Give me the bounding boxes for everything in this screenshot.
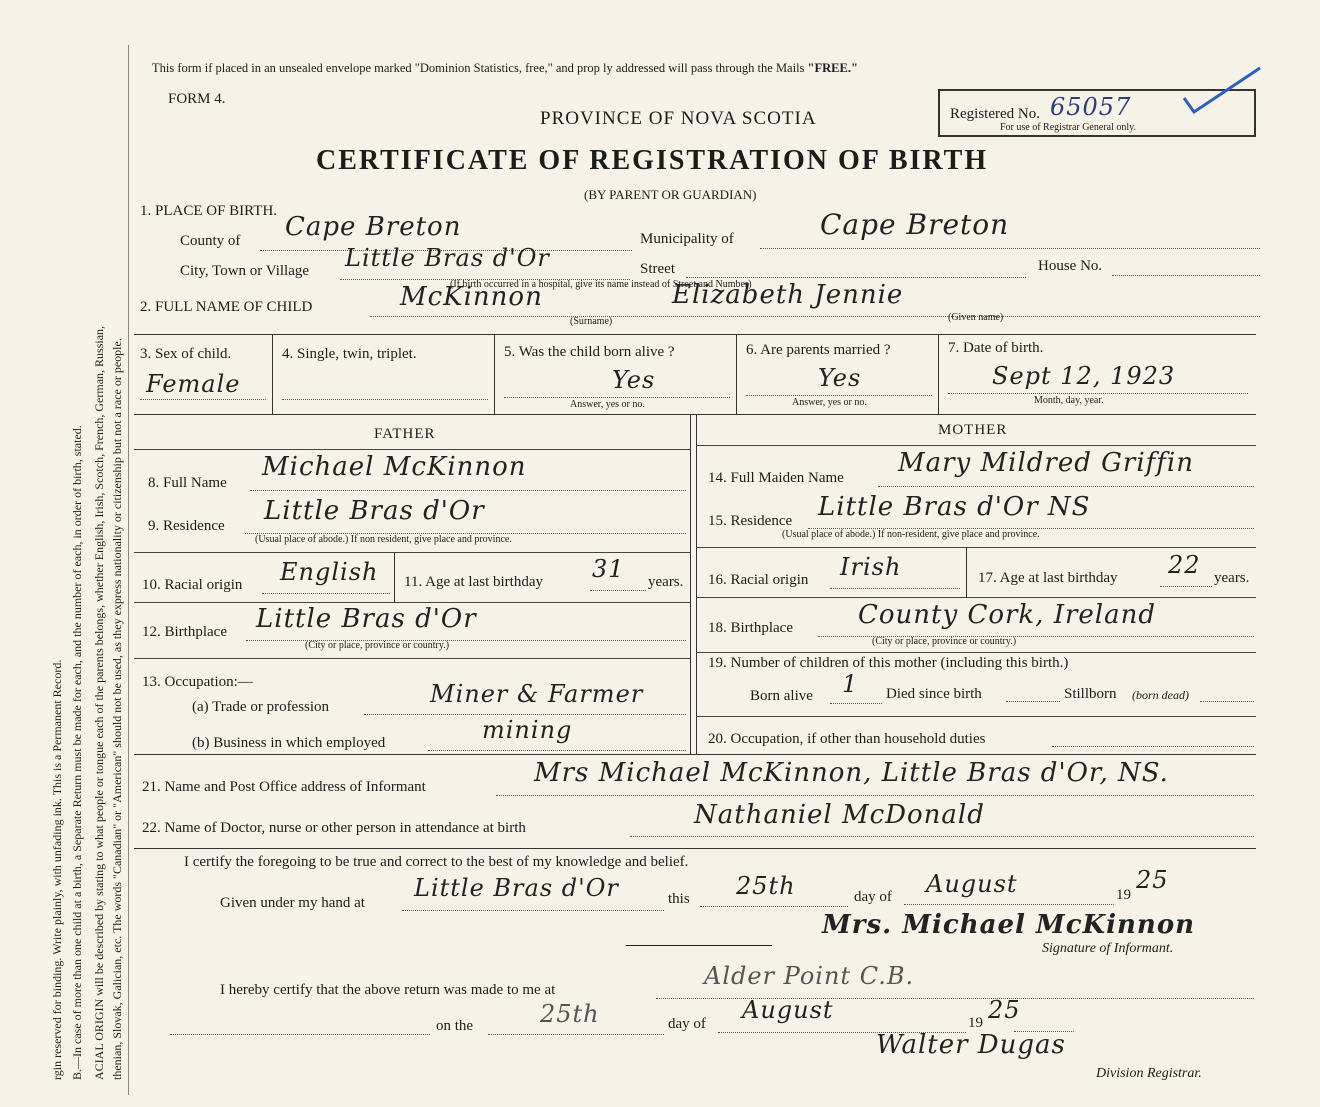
certificate-subtitle: (BY PARENT OR GUARDIAN) <box>584 187 757 202</box>
given-under-label: Given under my hand at <box>220 895 365 911</box>
registrar-day-value: 25th <box>540 1000 600 1028</box>
mother-age-value: 22 <box>1168 551 1201 579</box>
margin-rule <box>128 45 129 1095</box>
father-trade-value: Miner & Farmer <box>430 680 644 708</box>
father-age-unit: years. <box>648 574 684 590</box>
sex-label: 3. Sex of child. <box>140 346 232 362</box>
registrar-year-prefix: 19 <box>968 1015 983 1031</box>
child-surname-label: (Surname) <box>570 316 613 327</box>
married-hint: Answer, yes or no. <box>792 397 867 408</box>
this-label: this <box>668 891 690 907</box>
married-answer: Yes <box>818 364 862 392</box>
father-birthplace-label: 12. Birthplace <box>142 624 227 640</box>
mother-residence-hint: (Usual place of abode.) If non-resident, give place and province. <box>782 529 1040 540</box>
father-business-value: mining <box>482 716 573 744</box>
father-racial-value: English <box>280 558 379 586</box>
stillborn-hint: (born dead) <box>1132 688 1189 702</box>
father-racial-label: 10. Racial origin <box>142 577 243 593</box>
registrar-only-note: For use of Registrar General only. <box>1000 122 1136 133</box>
father-occupation-label: 13. Occupation:— <box>142 674 253 690</box>
born-alive-question: 5. Was the child born alive ? <box>504 344 675 360</box>
house-label: House No. <box>1038 258 1103 274</box>
registrar-month-value: August <box>742 996 834 1024</box>
informant-signature-label: Signature of Informant. <box>1042 941 1174 956</box>
dob-hint: Month, day, year. <box>1034 395 1104 406</box>
given-month-value: August <box>926 870 1018 898</box>
mother-birthplace-label: 18. Birthplace <box>708 620 793 636</box>
certify-statement: I certify the foregoing to be true and correct to the best of my knowledge and belief. <box>184 854 689 870</box>
place-heading: 1. PLACE OF BIRTH. <box>140 203 278 219</box>
father-birthplace-hint: (City or place, province or country.) <box>305 640 450 651</box>
mail-note-free: "FREE." <box>807 61 858 75</box>
stillborn-label: Stillborn <box>1064 686 1117 702</box>
municipality-label: Municipality of <box>640 231 734 247</box>
child-name-label: 2. FULL NAME OF CHILD <box>140 299 313 315</box>
father-age-label: 11. Age at last birthday <box>404 574 543 590</box>
informant-value: Mrs Michael McKinnon, Little Bras d'Or, NS. <box>534 758 1169 788</box>
registered-value: 65057 <box>1050 93 1132 121</box>
hospital-note: (If birth occurred in a hospital, give its name instead of Street and Number) <box>450 279 752 290</box>
mail-note <box>152 61 858 76</box>
informant-label: 21. Name and Post Office address of Informant <box>142 779 426 795</box>
child-given-name: Elizabeth Jennie <box>672 280 904 310</box>
check-mark-icon <box>1180 62 1270 122</box>
died-since-birth-label: Died since birth <box>886 686 982 702</box>
form-number: FORM 4. <box>168 91 226 107</box>
doctor-value: Nathaniel McDonald <box>694 800 985 830</box>
registrar-year-value: 25 <box>988 996 1021 1024</box>
given-year-value: 25 <box>1136 866 1169 894</box>
given-place-value: Little Bras d'Or <box>414 874 619 902</box>
father-residence-value: Little Bras d'Or <box>264 496 485 526</box>
informant-signature: Mrs. Michael McKinnon <box>822 910 1196 940</box>
mail-note-text: This form if placed in an unsealed envelope marked "Dominion Statistics, free," and prop ly addressed will pass through the Mails <box>152 61 805 75</box>
mother-occupation-label: 20. Occupation, if other than household duties <box>708 731 986 747</box>
mother-racial-label: 16. Racial origin <box>708 572 809 588</box>
mother-birthplace-value: County Cork, Ireland <box>858 600 1156 630</box>
registrar-on-label: on the <box>436 1018 474 1034</box>
father-birthplace-value: Little Bras d'Or <box>256 604 477 634</box>
father-business-label: (b) Business in which employed <box>192 735 386 751</box>
child-given-label: (Given name) <box>948 312 1004 323</box>
father-heading: FATHER <box>374 426 436 442</box>
county-label: County of <box>180 233 241 249</box>
father-name-label: 8. Full Name <box>148 475 227 491</box>
dob-label: 7. Date of birth. <box>948 340 1044 356</box>
city-value: Little Bras d'Or <box>345 244 550 272</box>
mother-age-label: 17. Age at last birthday <box>978 570 1118 586</box>
sex-value: Female <box>146 370 241 398</box>
registrar-signature-label: Division Registrar. <box>1096 1066 1202 1081</box>
city-label: City, Town or Village <box>180 263 310 279</box>
registrar-place-value: Alder Point C.B. <box>704 962 915 990</box>
father-residence-hint: (Usual place of abode.) If non resident, give place and province. <box>255 534 512 545</box>
mother-age-unit: years. <box>1214 570 1250 586</box>
street-label: Street <box>640 261 675 277</box>
doctor-label: 22. Name of Doctor, nurse or other person in attendance at birth <box>142 820 526 836</box>
father-name-value: Michael McKinnon <box>262 452 527 482</box>
given-day-value: 25th <box>736 872 796 900</box>
registrar-dayof-label: day of <box>668 1016 706 1032</box>
mother-residence-value: Little Bras d'Or NS <box>818 492 1091 522</box>
side-note-1: rgin reserved for binding. Write plainly, with unfading ink. This is a Permanent Record. <box>50 659 64 1080</box>
father-residence-label: 9. Residence <box>148 518 225 534</box>
municipality-value: Cape Breton <box>820 208 1010 241</box>
child-surname: McKinnon <box>400 282 543 312</box>
certificate-title: CERTIFICATE OF REGISTRATION OF BIRTH <box>316 145 989 176</box>
mother-birthplace-hint: (City or place, province or country.) <box>872 636 1017 647</box>
married-question: 6. Are parents married ? <box>746 342 891 358</box>
born-alive-hint: Answer, yes or no. <box>570 399 645 410</box>
mother-racial-value: Irish <box>840 553 902 581</box>
province-heading: PROVINCE OF NOVA SCOTIA <box>540 108 817 129</box>
mother-name-label: 14. Full Maiden Name <box>708 470 844 486</box>
mother-name-value: Mary Mildred Griffin <box>898 448 1194 478</box>
side-note-4: thenian, Slovak, Galician, etc. The words "Canadian" or "American" should not be used, as they express nationality or citizenship but not a race or people. <box>110 338 124 1080</box>
born-alive-answer: Yes <box>612 366 656 394</box>
side-note-2: B.—In case of more than one child at a birth, a Separate Return must be made for each, and the number of each, in order of birth, stated. <box>70 425 84 1080</box>
father-trade-label: (a) Trade or profession <box>192 699 330 715</box>
registrar-signature: Walter Dugas <box>876 1030 1066 1060</box>
side-note-3: ACIAL ORIGIN will be described by stating to what people or tongue each of the parents belongs, whether English, Irish, Scotch, French, German, Russian, <box>92 325 106 1080</box>
mother-children-label: 19. Number of children of this mother (including this birth.) <box>708 655 1069 671</box>
registered-label: Registered No. <box>950 106 1040 122</box>
given-year-prefix: 19 <box>1116 887 1131 903</box>
given-dayof-label: day of <box>854 889 892 905</box>
father-age-value: 31 <box>592 555 625 583</box>
dob-value: Sept 12, 1923 <box>992 362 1176 390</box>
registrar-statement: I hereby certify that the above return was made to me at <box>220 982 556 998</box>
born-alive-count-value: 1 <box>842 670 859 698</box>
mother-residence-label: 15. Residence <box>708 513 793 529</box>
plurality-label: 4. Single, twin, triplet. <box>282 346 417 362</box>
county-value: Cape Breton <box>285 212 462 242</box>
mother-heading: MOTHER <box>938 422 1008 438</box>
born-alive-count-label: Born alive <box>750 688 813 704</box>
